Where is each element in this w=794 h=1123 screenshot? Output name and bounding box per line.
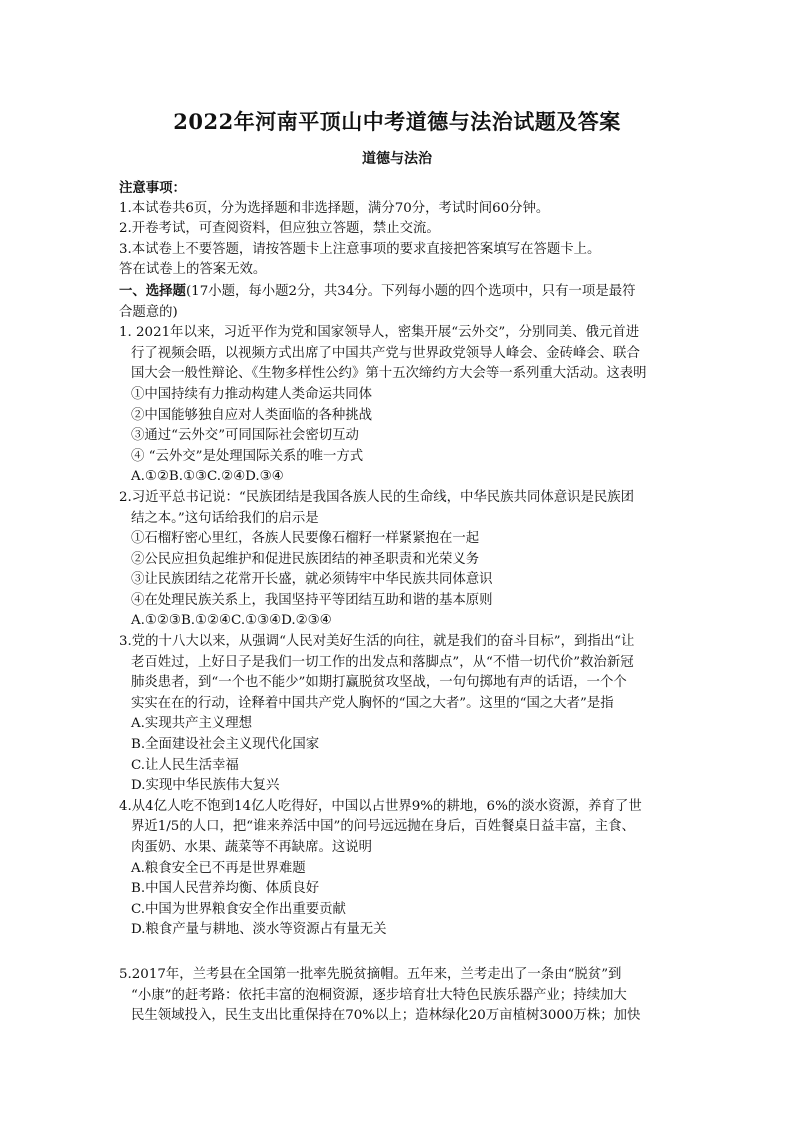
question-stem: 行了视频会晤，以视频方式出席了中国共产党与世界政党领导人峰会、金砖峰会、联合 (131, 345, 640, 361)
question-stem: 5.2017年，兰考县在全国第一批率先脱贫摘帽。五年来，兰考走出了一条由“脱贫”到 (119, 967, 622, 982)
answer-options: A.①②③B.①②④C.①③④D.②③④ (131, 613, 332, 629)
question-3 (119, 632, 679, 797)
statement-item: ③让民族团结之花常开长盛，就必须铸牢中华民族共同体意识 (131, 572, 493, 588)
question-1 (119, 323, 679, 488)
answer-option: A.粮食安全已不再是世界难题 (131, 860, 306, 876)
document-body (119, 178, 679, 941)
statement-item: ①中国持续有力推动构建人类命运共同体 (131, 386, 373, 402)
question-stem: 国大会一般性辩论、《生物多样性公约》第十五次缔约方大会等一系列重大活动。这表明 (131, 366, 647, 382)
notice-line: 答在试卷上的答案无效。 (119, 262, 267, 278)
question-4 (119, 797, 679, 941)
document-subtitle: 道德与法治 (362, 151, 432, 167)
section-heading (119, 281, 679, 303)
question-stem: 民生领域投入，民生支出比重保持在70%以上；造林绿化20万亩植树3000万株；加快 (131, 1008, 641, 1024)
question-stem: 肺炎患者，到“一个也不能少”如期打赢脱贫攻坚战，一句句掷地有声的话语，一个个 (131, 675, 627, 691)
question-stem: 结之本。”这句话给我们的启示是 (131, 510, 319, 526)
answer-option: C.中国为世界粮食安全作出重要贡献 (131, 901, 346, 917)
answer-option: B.全面建设社会主义现代化国家 (131, 737, 320, 753)
question-stem: “小康”的赶考路：依托丰富的泡桐资源，逐步培育壮大特色民族乐器产业；持续加大 (131, 987, 627, 1003)
notice-line: 1.本试卷共6页，分为选择题和非选择题，满分70分，考试时间60分钟。 (119, 200, 550, 216)
answer-option: C.让人民生活幸福 (131, 757, 239, 773)
statement-item: ②中国能够独自应对人类面临的各种挑战 (131, 407, 373, 423)
section-desc: (17小题，每小题2分，共34分。下列每小题的四个选项中，只有一项是最符 (185, 283, 636, 299)
question-stem: 界近1/5的人口，把“谁来养活中国”的问号远远抛在身后，百姓餐桌日益丰富，主食、 (131, 819, 635, 835)
question-stem: 2.习近平总书记说：“民族团结是我国各族人民的生命线，中华民族共同体意识是民族团 (119, 489, 635, 505)
statement-item: ②公民应担负起维护和促进民族团结的神圣职责和光荣义务 (131, 551, 480, 567)
question-2 (119, 488, 679, 632)
statement-item: ④ “云外交”是处理国际关系的唯一方式 (131, 448, 364, 464)
answer-options: A.①②B.①③C.②④D.③④ (131, 469, 284, 485)
answer-option: D.实现中华民族伟大复兴 (131, 778, 280, 794)
notice-line: 3.本试卷上不要答题，请按答题卡上注意事项的要求直接把答案填写在答题卡上。 (119, 241, 601, 257)
question-5 (119, 965, 679, 1027)
notice-heading: 注意事项： (119, 180, 186, 196)
notice-line: 2.开卷考试，可查阅资料，但应独立答题，禁止交流。 (119, 221, 440, 237)
answer-option: D.粮食产量与耕地、淡水等资源占有量无关 (131, 922, 387, 938)
statement-item: ③通过“云外交”可同国际社会密切互动 (131, 428, 359, 444)
section-desc-cont: 合题意的) (119, 304, 178, 320)
answer-option: B.中国人民营养均衡、体质良好 (131, 881, 320, 897)
question-stem: 1. 2021年以来，习近平作为党和国家领导人，密集开展“云外交”，分别同美、俄元首进 (119, 325, 640, 341)
question-stem: 4.从4亿人吃不饱到14亿人吃得好，中国以占世界9%的耕地，6%的淡水资源，养育了世 (119, 798, 642, 814)
section-label: 一、选择题 (119, 282, 186, 299)
question-stem: 3.党的十八大以来，从强调“人民对美好生活的向往，就是我们的奋斗目标”，到指出“让 (119, 634, 635, 650)
question-stem: 实实在在的行动，诠释着中国共产党人胸怀的“国之大者”。这里的“国之大者”是指 (131, 695, 614, 711)
statement-item: ①石榴籽密心里红，各族人民要像石榴籽一样紧紧抱在一起 (131, 531, 480, 547)
answer-option: A.实现共产主义理想 (131, 716, 253, 732)
question-stem: 老百姓过，上好日子是我们一切工作的出发点和落脚点”，从“不惜一切代价”救治新冠 (131, 654, 634, 670)
question-stem: 肉蛋奶、水果、蔬菜等不再缺席。这说明 (131, 840, 373, 855)
statement-item: ④在处理民族关系上，我国坚持平等团结互助和谐的基本原则 (131, 592, 493, 608)
document-title: 2022年河南平顶山中考道德与法治试题及答案 (173, 109, 621, 134)
